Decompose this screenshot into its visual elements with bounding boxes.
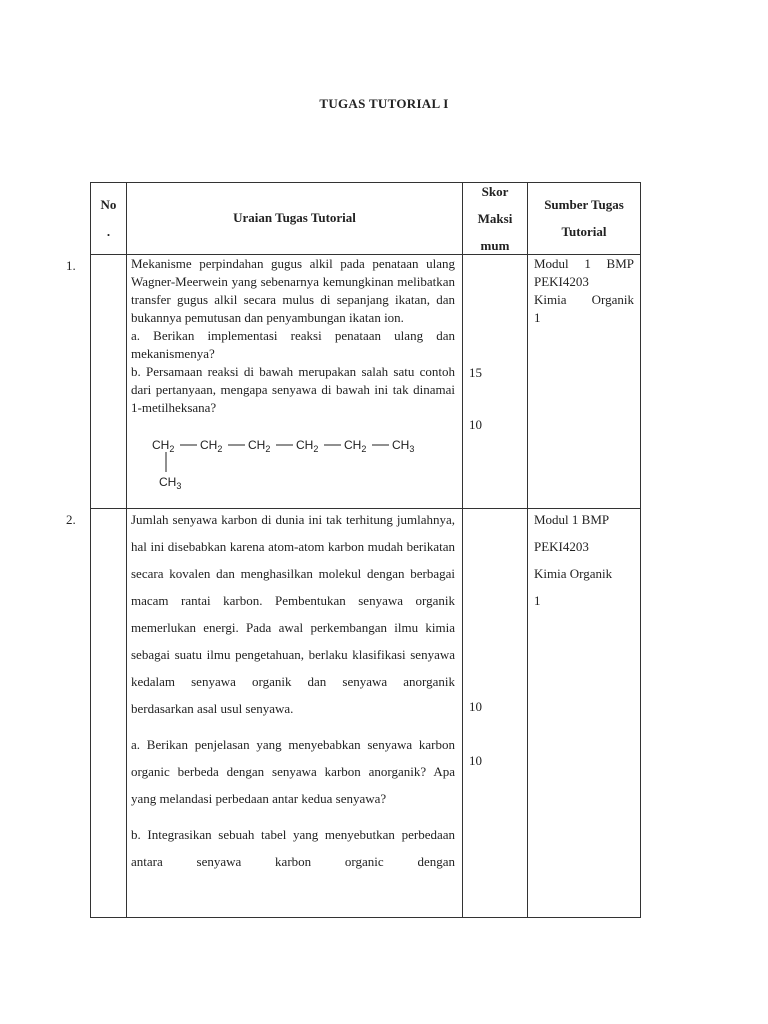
source-line: 1 <box>534 310 541 325</box>
document-title: TUGAS TUTORIAL I <box>319 96 449 111</box>
row-number: 1. <box>66 258 76 273</box>
chain-group-1 <box>152 438 174 454</box>
row2-question-a: a. Berikan penjelasan yang menyebabkan senyawa karbon organic berbeda dengan senyawa karbon anorganik? Apa yang melandasi perbedaan antar kedua senyawa? <box>131 737 455 806</box>
chain-group-4 <box>296 438 318 454</box>
chain-group-subscript: 2 <box>217 444 223 454</box>
row2-intro: Jumlah senyawa karbon di dunia ini tak terhitung jumlahnya, hal ini disebabkan karena atom-atom karbon mudah berikatan secara kovalen dan menghasilkan molekul dengan berbagai macam rantai karbon. Pembentukan senyawa organik memerlukan energi. Pada awal perkembangan ilmu kimia sebagai suatu ilmu pengetahuan, berlaku klasifikasi senyawa kedalam senyawa organik dan senyawa anorganik berdasarkan asal usul senyawa. <box>131 512 455 716</box>
structural-formula <box>128 435 428 491</box>
row1-question-a: a. Berikan implementasi reaksi penataan ulang dan mekanismenya? <box>131 328 455 361</box>
chain-group-6 <box>392 438 414 454</box>
header-uraian: Uraian Tugas Tutorial <box>233 210 356 225</box>
row1-score-a: 15 <box>469 365 482 380</box>
chain-group-atoms: CH <box>248 438 266 452</box>
source-line: Kimia Organik <box>534 292 634 307</box>
chain-group-5 <box>344 438 366 454</box>
chain-group-subscript: 3 <box>409 444 415 454</box>
row2-source <box>534 506 634 614</box>
source-line: Modul 1 BMP <box>534 512 610 527</box>
table-border-right <box>640 182 641 918</box>
table-border-left <box>90 182 91 918</box>
row1-source <box>534 255 634 327</box>
header-skor: Skor Maksi mum <box>477 184 513 253</box>
branch-group <box>159 475 181 491</box>
row2-score-b: 10 <box>469 753 482 768</box>
row2-description <box>131 506 455 916</box>
tutorial-task-table <box>66 182 641 918</box>
branch-c: CH <box>159 475 177 489</box>
main-chain <box>152 438 414 454</box>
chain-group-atoms: CH <box>392 438 410 452</box>
row2-question-b: b. Integrasikan sebuah tabel yang menyebutkan perbedaan antara senyawa karbon organic dengan <box>131 827 455 869</box>
chain-group-atoms: CH <box>344 438 362 452</box>
column-divider <box>462 182 463 918</box>
chain-group-subscript: 2 <box>169 444 175 454</box>
row2-score-a: 10 <box>469 699 482 714</box>
column-divider <box>126 182 127 918</box>
table-border-bottom <box>90 917 641 918</box>
header-sumber: Sumber Tugas Tutorial <box>544 197 624 239</box>
chain-group-3 <box>248 438 270 454</box>
row1-score-b: 10 <box>469 417 482 432</box>
source-line: PEKI4203 <box>534 539 589 554</box>
chain-group-subscript: 2 <box>313 444 319 454</box>
branch-subscript: 3 <box>176 481 182 491</box>
source-line: Kimia Organik <box>534 566 613 581</box>
row1-question-b: b. Persamaan reaksi di bawah merupakan salah satu contoh dari pertanyaan, mengapa senyawa di bawah ini tak dinamai 1-metilheksana? <box>131 364 455 415</box>
source-line: 1 <box>534 593 541 608</box>
chain-group-atoms: CH <box>152 438 170 452</box>
chain-group-subscript: 2 <box>265 444 271 454</box>
chain-group-2 <box>200 438 222 454</box>
row1-intro: Mekanisme perpindahan gugus alkil pada penataan ulang Wagner-Meerwein yang sebenarnya kemungkinan melibatkan transfer gugus alkil secara mulus di sepanjang ikatan, dan bukannya pemutusan dan penyambungan ikatan ion. <box>131 256 455 325</box>
chain-group-subscript: 2 <box>361 444 367 454</box>
source-line: PEKI4203 <box>534 274 589 289</box>
table-border-top <box>90 182 641 183</box>
source-line: Modul 1 BMP <box>534 256 634 271</box>
row-number: 2. <box>66 512 76 527</box>
chain-group-atoms: CH <box>200 438 218 452</box>
header-no: No . <box>100 197 117 239</box>
column-divider <box>527 182 528 918</box>
row1-description <box>131 255 455 417</box>
chain-group-atoms: CH <box>296 438 314 452</box>
